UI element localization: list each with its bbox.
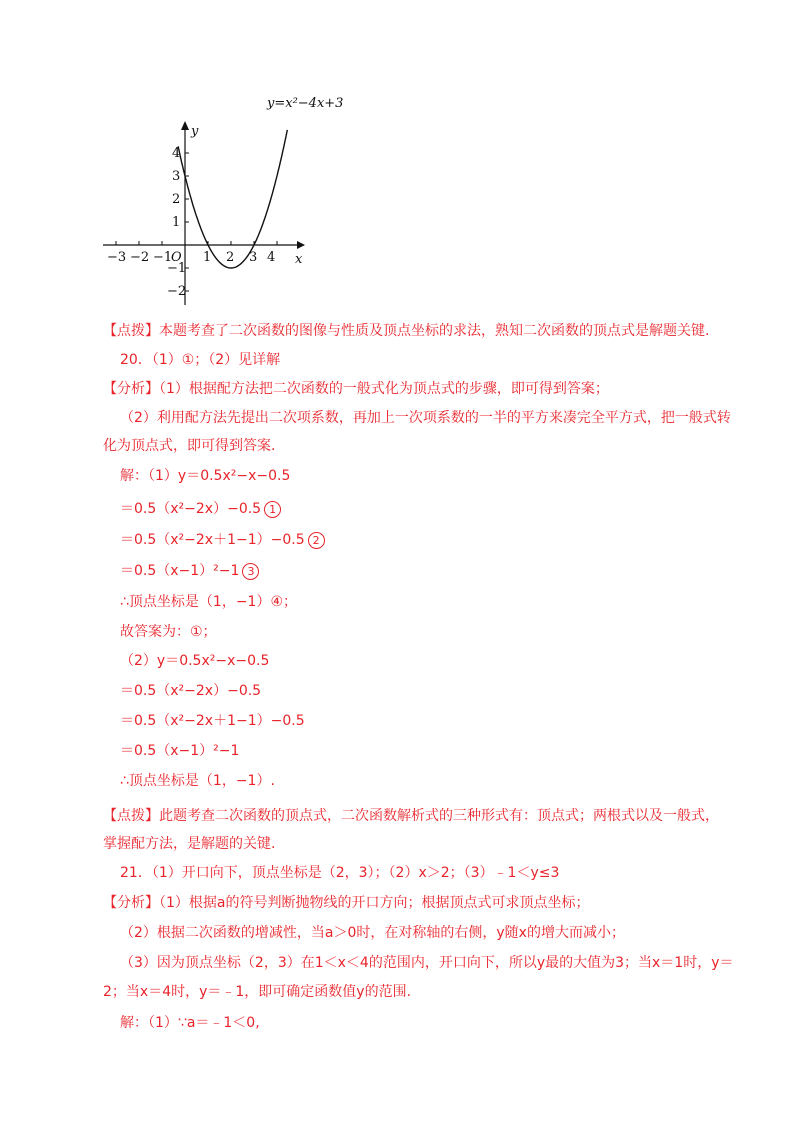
p19-tip (103, 320, 709, 342)
analysis-text: （1）根据a的符号判断抛物线的开口方向；根据顶点式可求顶点坐标； (159, 895, 590, 911)
x-tick-label: −2 (130, 250, 150, 265)
tip-text: 本题考查了二次函数的图像与性质及顶点坐标的求法，熟知二次函数的顶点式是解题关键. (159, 323, 710, 339)
solution-text: ＝0.5（x²−2x）−0.5 (120, 501, 262, 517)
equation-label: y=x²−4x+3 (267, 96, 344, 111)
q20-solution-line: ∴顶点坐标是（1，−1）. (120, 773, 275, 789)
q20-answer: 20．（1）①；（2）见详解 (120, 352, 281, 368)
x-axis-arrow (297, 241, 305, 249)
x-tick-label: −3 (107, 250, 127, 265)
y-tick-label: 3 (172, 169, 181, 184)
q20-analysis-2b: 化为顶点式，即可得到答案. (103, 438, 276, 454)
q20-solution-line: ∴顶点坐标是（1，−1）④； (120, 594, 298, 610)
x-tick-label: 1 (203, 250, 212, 265)
q20-tip-a (103, 805, 719, 827)
y-tick-label: −2 (167, 284, 187, 299)
q20-solution-line: 解：（1）y＝0.5x²−x−0.5 (120, 468, 291, 484)
q20-solution-line: 故答案为：①； (120, 624, 217, 640)
q20-tip-b: 掌握配方法，是解题的关键. (103, 836, 276, 852)
tip-tag: 【点拨】 (103, 323, 159, 339)
q20-solution-line: （2）y＝0.5x²−x−0.5 (120, 653, 270, 669)
q20-analysis-2a: （2）利用配方法先提出二次项系数，再加上一次项系数的一半的平方来凑完全平方式，把一般式转 (120, 410, 731, 426)
y-tick-label: 2 (172, 192, 181, 207)
x-tick-label: 2 (226, 250, 235, 265)
q20-solution-line: ＝0.5（x²−2x）−0.5 (120, 683, 262, 699)
circled-marker: 2 (308, 532, 325, 549)
q20-solution-line (120, 498, 281, 520)
analysis-tag: 【分析】 (103, 895, 159, 911)
y-tick-label: 1 (172, 215, 181, 230)
q20-analysis-1 (103, 378, 609, 400)
y-tick-label: −1 (167, 261, 187, 276)
tip-tag: 【点拨】 (103, 808, 159, 824)
circled-marker: 3 (242, 563, 259, 580)
q20-solution-line (120, 529, 325, 551)
q20-solution-line: ＝0.5（x²−2x＋1−1）−0.5 (120, 713, 305, 729)
y-axis-arrow (181, 121, 189, 130)
x-axis-label: x (295, 252, 303, 267)
y-axis-label: y (191, 124, 199, 139)
q21-analysis-2: （2）根据二次函数的增减性，当a＞0时，在对称轴的右侧，y随x的增大而减小； (120, 925, 625, 941)
analysis-text: （1）根据配方法把二次函数的一般式化为顶点式的步骤，即可得到答案； (159, 381, 609, 397)
tip-text: 此题考查二次函数的顶点式，二次函数解析式的三种形式有：顶点式；两根式以及一般式， (159, 808, 719, 824)
y-tick-label: 4 (172, 146, 181, 161)
analysis-tag: 【分析】 (103, 381, 159, 397)
x-tick-label: −1 (153, 250, 173, 265)
q21-answer: 21．（1）开口向下，顶点坐标是（2，3）；（2）x＞2；（3）﹣1＜y≤3 (120, 865, 560, 881)
q20-solution-line: ＝0.5（x−1）²−1 (120, 743, 240, 759)
parabola-curve (178, 130, 287, 268)
x-tick-label: 4 (267, 250, 276, 265)
solution-text: ＝0.5（x−1）²−1 (120, 563, 240, 579)
q21-solution-line: 解：（1）∵a＝﹣1＜0, (120, 1015, 260, 1031)
q21-analysis-3b: 2；当x＝4时，y＝﹣1，即可确定函数值y的范围. (103, 984, 412, 1000)
parabola-graph (95, 85, 344, 305)
q21-analysis-1 (103, 892, 590, 914)
q20-solution-line (120, 560, 259, 582)
x-tick-label: 3 (249, 250, 258, 265)
solution-text: ＝0.5（x²−2x＋1−1）−0.5 (120, 532, 305, 548)
q21-analysis-3a: （3）因为顶点坐标（2，3）在1＜x＜4的范围内，开口向下，所以y最的大值为3；当x＝1时，y＝ (120, 955, 734, 971)
origin-label: O (171, 250, 182, 265)
circled-marker: 1 (264, 501, 281, 518)
